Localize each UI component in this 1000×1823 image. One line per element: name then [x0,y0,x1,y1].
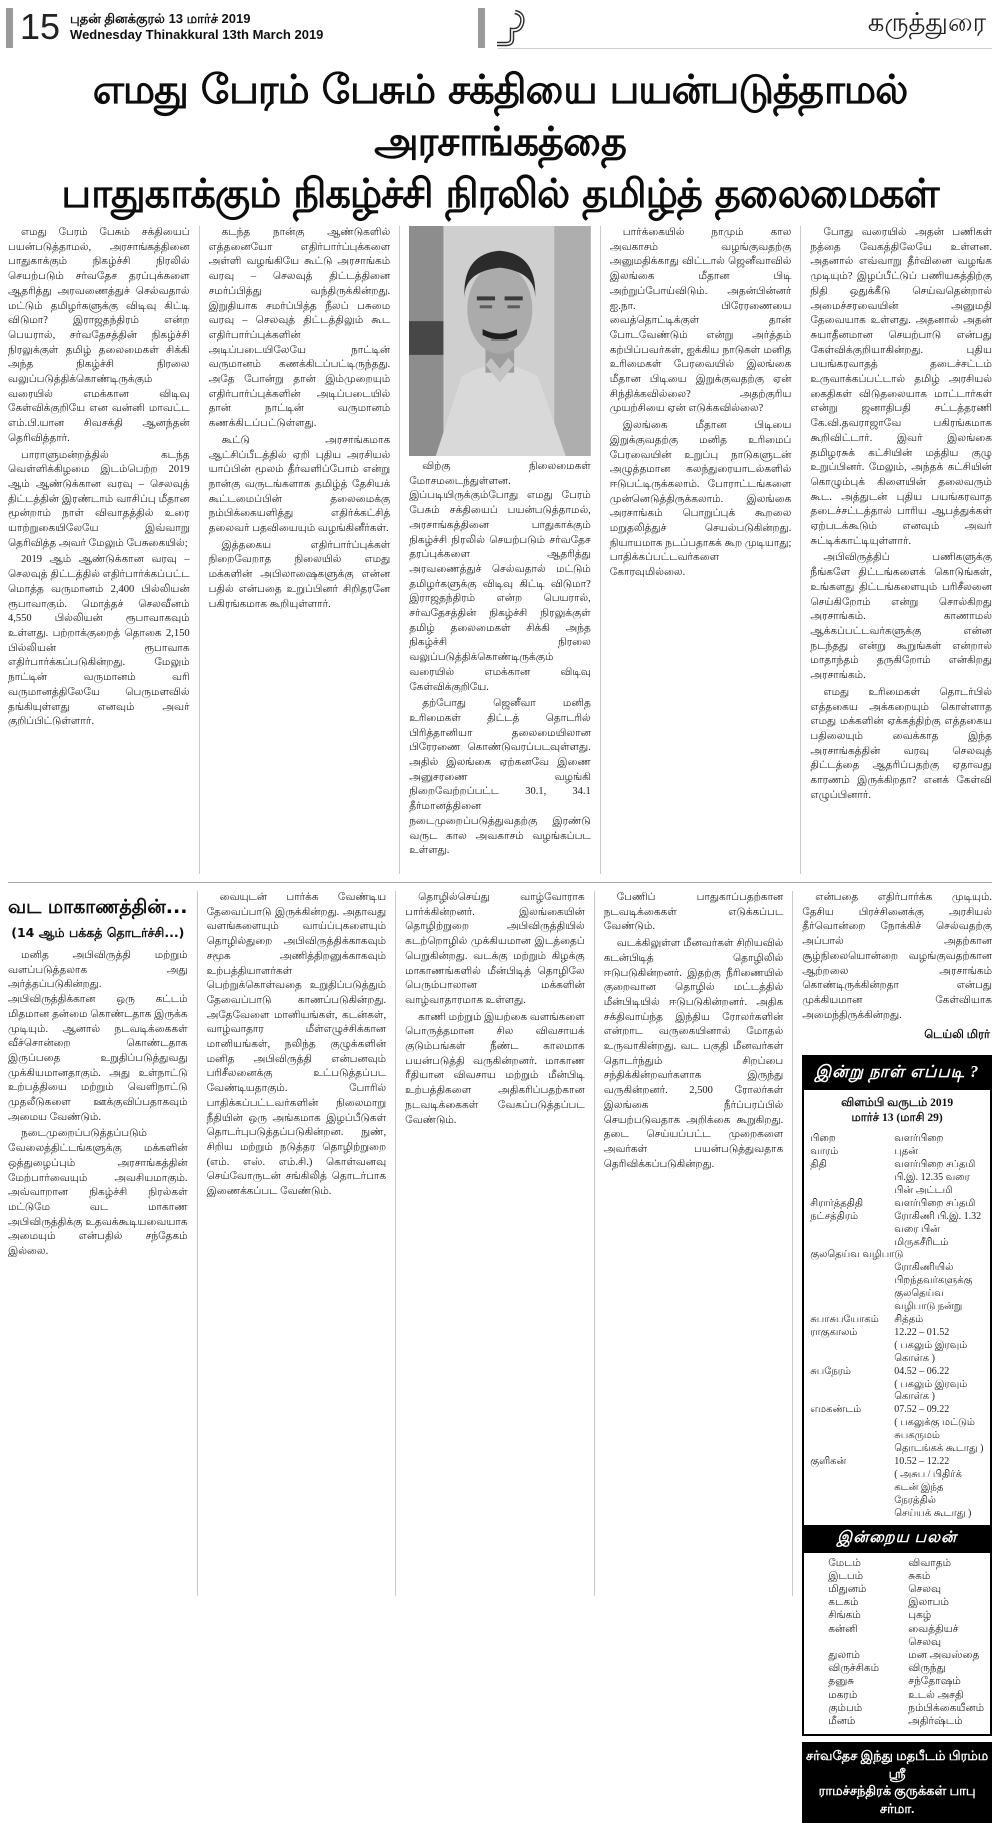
main-column-4 [600,226,801,874]
panchangam-label: ராகுகாலம் [810,1326,858,1338]
panchangam-label: திதி [810,1159,827,1171]
panchangam-value: செய்யக் கூடாது ) [894,1507,972,1519]
panchangam-label [810,1172,894,1185]
panchangam-row [810,1379,984,1405]
panchangam-row [810,1133,984,1146]
panchangam-value: 04.52 – 06.22 [894,1365,950,1377]
palan-rows [804,1553,990,1735]
body-paragraph: பாராளுமன்றத்தில் கடந்த வெள்ளிக்கிழமை இடம்பெற்ற 2019 ஆம் ஆண்டுக்கான வரவு – செலவுத் திட்டத்தின் இரண்டாம் வாசிப்பு மீதான மூன்றாம் நாள் விவாதத்தில் உரை யாற்றுகையிலேயே இவ்வாறு தெரிவித்த அவர் மேலும் பேசுகையில்; [8,449,190,549]
continuation-column-1 [8,891,197,1596]
continuation-heading: வட மாகாணத்தின்... [8,896,188,918]
panchangam-value [907,1249,984,1262]
panchangam-label: வாரம் [810,1146,839,1158]
palan-row [828,1649,984,1662]
headline-line-1: எமது பேரம் பேசும் சக்தியை பயன்படுத்தாமல் அரசாங்கத்தை [92,67,908,165]
panchangam-label: பிறை [810,1133,836,1145]
panchangam-value: வரை பின் [894,1223,940,1235]
page-header [0,0,1000,54]
panchangam-row [810,1185,984,1198]
headline-line-2: பாதுகாக்கும் நிகழ்ச்சி நிரலில் தமிழ்த் தலைமைகள் [61,171,939,217]
panchangam-value: ( அசுப / பிதிர்க் [894,1468,962,1480]
footer-banner-line-2: ராமச்சந்திரக் குருக்கள் பாபு சர்மா. [818,1783,976,1816]
panchangam-value: சுபகருமம் தொடங்கக் கூடாது ) [894,1430,984,1455]
zodiac-sign: கும்பம் [828,1702,863,1714]
panchangam-value: 07.52 – 09.22 [894,1404,950,1416]
zodiac-sign: மகரம் [828,1689,858,1701]
panchangam-row [810,1288,984,1314]
thinakkural-logo-icon [492,8,528,51]
zodiac-result: அதிர்ஷ்டம் [908,1715,963,1727]
main-column-1 [8,226,199,874]
panchangam-title: இன்று நாள் எப்படி ? [804,1057,990,1090]
panchangam-value: 10.52 – 12.22 [894,1455,950,1467]
body-paragraph: போது வரையில் அதன் பணிகள் நத்தை வேகத்திலேயே உள்ளன. அதனால் எவ்வாறு தீர்வினை வழங்க முடியும்? இழப்பீட்டுப் பணியகத்திற்கு நிதி ஒதுக்கீடு செய்வதென்றால் அமைச்சரவையின் அனுமதி தேவையாக உள்ளது. அதனால் அதன் சுயாதீனமான செயற்பாடு என்பது கேள்விக்குறியாகின்றது. புதிய பயங்கரவாதத் தடைச்சட்டம் உருவாக்கப்பட்டால் தமிழ் அரசியல் கைதிகள் விடுதலையாக மாட்டார்கள் என்று ஜனாதிபதி சட்டத்தரணி கே.வி.தவராஜாவே பகிரங்கமாக கூறிவிட்டார். இவர் இலங்கை தமிழரசுக் கட்சியின் மத்திய குழு உறுப்பினர். மேலும், அந்தக் கட்சியின் கொழும்புக் கிளையின் தலைவரும் கூட. அத்துடன் புதிய பயங்கரவாத தடைச்சட்டத்தால் பாரிய ஆபத்துக்கள் ஏற்படக்கூடும் எனவும் அவர் சுட்டிக்காட்டியுள்ளார். [810,227,992,547]
panchangam-label: குலதெய்வ வழிபாடு [810,1249,904,1261]
body-paragraph: தொழில்செய்து வாழ்வோராக பார்க்கின்றனர். இலங்கையின் தொழிற்றுறை அபிவிருத்தியில் கடற்றொழில் முக்கியமான இடத்தைப் பெறுகின்றது. வடக்கு மற்றும் கிழக்கு மாகாணங்களில் மீன்பிடித் தொழிலே பெரும்பாலான மக்களின் வாழ்வாதாரமாக உள்ளது. [405,892,585,1006]
panchangam-value: பிறந்தவர்களுக்கு [894,1275,973,1287]
panchangam-value: ( பகலுக்கு மட்டும் [894,1417,975,1429]
zodiac-result: நம்பிக்கையீனம் [908,1702,985,1714]
body-paragraph: காணி மற்றும் இயற்கை வளங்களை பொருத்தமான சில விவசாயக் குடும்பங்கள் நீண்ட காலமாக பயன்படுத்தி வருகின்றனர். மாகாண ரீதியான விவசாய மற்றும் மீன்பிடி உற்பத்திகளை அதிகரிப்பதற்கான நடவடிக்கைகள் வேகப்படுத்தப்பட வேண்டும். [405,1011,585,1126]
panchangam-value: குலதெய்வ வழிபாடு நன்று [894,1288,963,1313]
footer-banner [802,1742,992,1823]
panchangam-label [810,1185,894,1198]
panchangam-value: வளர்பிறை சப்தமி [894,1159,976,1171]
masthead-logo [478,8,528,51]
panchangam-row [810,1159,984,1172]
section-divider [8,882,992,883]
continuation-article-body [0,891,1000,1816]
main-column-2 [199,226,400,874]
panchangam-row [810,1314,984,1327]
article-photo [409,226,591,456]
panchangam-row [810,1508,984,1521]
body-paragraph: கடந்த நான்கு ஆண்டுகளில் எத்தனையோ எதிர்பார்ப்புக்களை அள்ளி வழங்கியே கூட்டு அரசாங்கம் வரவு – செலவுத் திட்டத்தினை சமர்ப்பித்து வந்திருக்கின்றது. இறுதியாக சமர்ப்பித்த நீலப் பசுமை வரவு – செலவுத் திட்டத்திலும் கூட எதிர்பார்ப்புக்களின் அடிப்படையிலேயே நாட்டின் வருமானம் கணக்கிடப்பட்டிருந்தது. அதே போன்று தான் இம்முறையும் எதிர்பார்ப்புக்களின் அடிப்படையில் தான் நாட்டின் வருமானம் கணக்கிடப்பட்டுள்ளது. [208,227,391,430]
body-paragraph: வையுடன் பார்க்க வேண்டிய தேவைப்பாடு இருக்கின்றது. அதாவது வளங்களையும் வாய்ப்புகளையும் தொழில்துறை அபிவிருத்திக்காகவும் சமூக அணித்திறனுக்காகவும் உற்பத்தியாளர்கள் பெற்றுக்கொள்வதை உறுதிப்படுத்தும் தேவைப்பாடு காணப்படுகின்றது. அதேவேளை மானியங்கள், கடன்கள், வாழ்வாதார மீள்எழுச்சிக்கான மானியங்கள், நலிந்த குழுக்களின் மனித அபிவிருத்தி என்பனவும் பரிசீலனைக்கு உட்படுத்தப்பட வேண்டியதாகும். போரில் பாதிக்கப்பட்டவர்களின் நிலைமாறு நீதியின் ஒரு அங்கமாக இழப்பீடுகள் தொடர்புபடுத்தப்படுகின்றன. நுண், சிறிய மற்றும் நடுத்தர தொழிற்றுறை (எம். எஸ். எம்.சி.) கொள்வனவு செய்வோருடன் சங்கிலித் தொடர்பாக இணைக்கப்பட வேண்டும். [206,892,387,1198]
zodiac-result: மன அவஸ்தை [908,1649,980,1661]
palan-row [828,1570,984,1583]
panchangam-label [810,1262,894,1275]
palan-banner: இன்றைய பலன் [804,1525,990,1553]
palan-row [828,1623,984,1649]
panchangam-label: சுபநேரம் [810,1365,851,1377]
body-paragraph: எமது பேரம் பேசும் சக்தியைப் பயன்படுத்தாமல், அரசாங்கத்தினை பாதுகாக்கும் நிகழ்ச்சி நிரலில் செயற்படும் சர்வதேச தரப்புக்களை ஆதரித்து அரவணைத்துச் செல்வதால் மட்டும் தமிழர்களுக்கு விடிவு கிட்டி விடுமா? இராஜதந்திரம் என்ற பெயரால், சர்வதேசத்தின் நிகழ்ச்சி நிரலுக்குள் தமிழ் தலைமைகள் சிக்கி அந்த நிகழ்ச்சி நிரலை வலுப்படுத்திக்கொண்டிருக்கும் வரையில் எமக்கான விடிவு கேள்விக்குறியே என வன்னி மாவட்ட எம்.பி.யான சிவசக்தி ஆனந்தன் தெரிவித்தார். [8,227,190,444]
panchangam-value: புதன் [894,1146,918,1158]
body-paragraph: பேணிப் பாதுகாப்பதற்கான நடவடிக்கைகள் எடுக்கப்பட வேண்டும். [603,892,784,933]
main-article-body [0,226,1000,874]
main-column-5 [800,226,992,874]
panchangam-label: சுபாசுபயோகம் [810,1314,879,1326]
panchangam-label [810,1237,894,1250]
main-column-3 [399,226,600,874]
panchangam-value: பின் அட்டமி [894,1184,953,1196]
panchangam-row [810,1198,984,1211]
panchangam-row [810,1366,984,1379]
panchangam-label [810,1417,894,1430]
palan-row [828,1583,984,1596]
body-paragraph: வடக்கிலுள்ள மீனவர்கள் சிறியவில் கடன்பிடித் தொழிலில் ஈடுபடுகின்றனர். இதற்கு நீரிணையில் குறைவான தொழில் மட்டத்தில் மீன்பிடியில் ஈடுபடுகின்றனர். அதிக சக்திவாய்ந்த இந்திய ரோலர்களின் என்றாட வருகையினால் மோதல் உருவாகின்றது. வட பகுதி மீனவர்கள் தொடர்ந்தும் சிறப்பை சந்திக்கின்றவர்களாக இருந்து வருகின்றனர். 2,500 ரோலர்கள் இலங்கை நீர்ப்பரப்பில் செயற்படுவதாக அறிக்கை கூறுகிறது. தடை செய்யப்பட்ட முறைகளை அவர்கள் பயன்படுத்துவதாக தெரிவிக்கப்படுகின்றது. [603,938,784,1170]
zodiac-result: சுகம் [908,1570,931,1582]
zodiac-result: விருந்து [908,1663,946,1675]
zodiac-result: சந்தோஷம் [908,1676,961,1688]
panchangam-row [810,1340,984,1366]
edition-date-tamil: புதன் தினக்குரல் 13 மார்ச் 2019 [70,11,251,26]
zodiac-sign: மேடம் [828,1557,861,1569]
body-paragraph: மனித அபிவிருத்தி மற்றும் வளப்படுத்தலாக அது அர்த்தப்படுகின்றது. அபிவிருத்திக்கான ஒரு கட்டம் மிதமான தன்மை கொண்டதாக இருக்க முடியும். ஆனால் நடவடிக்கைகள் வீச்சொன்றை கொண்டதாக இருப்பதை உறுதிப்படுத்துவது முக்கியமானதாகும். அது உள்நாட்டு உற்பத்தியை மற்றும் வெளிநாட்டு முதலீடுகளை ஊக்குவிப்பதாகவும் அமைய வேண்டும். [8,950,188,1123]
palan-row [828,1596,984,1609]
zodiac-sign: கன்னி [828,1623,858,1635]
body-paragraph: விற்கு நிலைமைகள் மோசமடைந்துள்ளன. இப்படியிருக்கும்போது எமது பேரம் பேசும் சக்தியைப் பயன்படுத்தாமல், அரசாங்கத்தினை பாதுகாக்கும் நிகழ்ச்சி நிரலில் செயற்படும் சர்வதேச தரப்புக்களை ஆதரித்து அரவணைத்துச் செல்வதால் மட்டும் தமிழர்களுக்கு விடிவு கிட்டி விடுமா? இராஜதந்திரம் என்ற பெயரால், சர்வதேசத்தின் நிகழ்ச்சி நிரலுக்குள் தமிழ் தலைமைகள் சிக்கி அந்த நிகழ்ச்சி நிரலை வலுப்படுத்திக்கொண்டிருக்கும் வரையில் எமக்கான விடிவு கேள்விக்குறியே. [409,461,591,693]
palan-row [828,1702,984,1715]
panchangam-row [810,1456,984,1469]
continuation-column-3 [395,891,594,1596]
panchangam-row [810,1224,984,1237]
panchangam-label [810,1508,894,1521]
body-paragraph: எமது உரிமைகள் தொடர்பில் எத்தகைய அக்கறையும் கொள்ளாத எமது மக்களின் ஏக்கத்திற்கு எத்தகைய பதிலையும் வைக்காத இந்த அரசாங்கத்தின் வரவு செலவுத் திட்டத்தை ஆதரிப்பதற்கு ஏதாவது காரணம் இருக்கிறதா? எனக் கேள்வி எழுப்பினார். [810,686,992,801]
panchangam-label [810,1430,894,1456]
palan-row [828,1557,984,1570]
header-rule [498,48,992,49]
panchangam-label [810,1224,894,1237]
footer-banner-line-1: சர்வதேச இந்து மதபீடம் பிரம்ம ஸ்ரீ [806,1748,989,1781]
panchangam-row [810,1482,984,1508]
panchangam-year: விளம்பி வருடம் 2019 [841,1097,954,1110]
panchangam-label [810,1288,894,1314]
zodiac-sign: மீனம் [828,1715,856,1727]
body-paragraph: 2019 ஆம் ஆண்டுக்கான வரவு – செலவுத் திட்டத்தில் எதிர்பார்க்கப்பட்ட மொத்த வருமானம் 2,400 பில்லியன் ரூபாவாகும். மொத்தச் செலவீனம் 4,550 பில்லியன் ரூபாவாகவும் உள்ளது. பற்றாக்குறைத் தொகை 2,150 பில்லியன் ரூபாவாக எதிர்பார்க்கப்படுகின்றது. மேலும் நாட்டின் வருமானம் வரி வருமானத்திலேயே பெருமளவில் தங்கியுள்ளது எனவும் அவர் குறிப்பிட்டுள்ளார். [8,554,190,728]
panchangam-row [810,1237,984,1250]
panchangam-subtitles [804,1090,990,1131]
zodiac-result: உடல் அசதி [908,1689,964,1701]
panchangam-value: ( பகலும் இரவும் கொள்க ) [894,1339,968,1364]
body-paragraph: கூட்டு அரசாங்கமாக ஆட்சிப்பீடத்தில் ஏறி புதிய அரசியல் யாப்பின் மூலம் தீர்வளிப்போம் என்று நான்கு வருடங்களாக தமிழ்த் தேசியக் கூட்டமைப்பின் தலைமைக்கு நம்பிக்கையளித்து எதிர்க்கட்சித் தலைவர் பதவியையும் வழங்கினீர்கள். [208,434,391,535]
panchangam-value: வளர்பிறை [894,1133,944,1145]
main-headline [0,54,1000,226]
header-accent-bar [6,8,13,48]
logo-accent-bar [478,8,485,48]
panchangam-row [810,1275,984,1288]
panchangam-box [802,1055,992,1736]
panchangam-row [810,1404,984,1417]
panchangam-row [810,1146,984,1159]
panchangam-row [810,1469,984,1482]
panchangam-row [810,1430,984,1456]
panchangam-date: மார்ச் 13 (மாசி 29) [851,1112,943,1125]
zodiac-sign: விருச்சிகம் [828,1663,880,1675]
panchangam-label: நட்சத்திரம் [810,1210,859,1222]
zodiac-sign: தனுசு [828,1676,855,1688]
page-number: 15 [20,6,61,47]
palan-row [828,1675,984,1688]
panchangam-rows [804,1131,990,1524]
body-paragraph: என்பதை எதிர்பார்க்க முடியும். தேசிய பிரச்சினைக்கு அரசியல் தீர்வொன்றை நோக்கிச் செல்வதற்கு அப்பால் அதற்கான சூழ்நிலையொன்றை வழங்குவதற்கான ஆற்றலை அரசாங்கம் கொண்டிருக்கின்றதா என்பது முக்கியமான கேள்வியாக அமைந்திருக்கின்றது. [802,892,993,1021]
panchangam-value: பி.இ. 12.35 வரை [894,1172,970,1184]
byline: டெய்லி மிரர் [924,1029,991,1042]
zodiac-sign: இடபம் [828,1570,864,1582]
panchangam-value: ரோகிணி பி.இ. 1.32 [894,1210,982,1222]
continuation-column-4 [594,891,793,1596]
continuation-column-2 [197,891,396,1596]
panchangam-value: வளர்பிறை சப்தமி [894,1197,976,1209]
palan-row [828,1715,984,1728]
zodiac-sign: கடகம் [828,1597,859,1609]
zodiac-result: புகழ் [908,1610,932,1622]
zodiac-result: வைத்தியச் செலவு [908,1623,959,1648]
zodiac-sign: துலாம் [828,1649,861,1661]
continuation-column-5 [792,891,993,1816]
body-paragraph: பார்க்கையில் நாமும் கால அவகாசம் வழங்குவதற்கு அனுமதிக்காது விட்டால் ஜெனீவாவில் இலங்கை மீதான பிடி அற்றுப்போய்விடும். அதன்பின்னர் ஐ.நா. பிரேரணையை வைத்தொட்டிக்குள் தான் போடவேண்டும் என்று அர்த்தம் கற்பிப்பவர்கள், ஐக்கிய நாடுகள் மனித உரிமைகள் பேரவையில் இலங்கை மீதான பிடியை இறுக்குவதற்கு ஏன் சிந்திக்கவில்லை? அதற்குரிய முயற்சியை ஏன் எடுக்கவில்லை? [609,227,792,415]
palan-row [828,1689,984,1702]
panchangam-label [810,1275,894,1288]
panchangam-row [810,1172,984,1185]
body-paragraph: இலங்கை மீதான பிடியை இறுக்குவதற்கு மனித உரிமைப் பேரவையின் உறுப்பு நாடுகளுடன் அழுத்தமான கலந்துரையாடல்களில் ஈடுபட்டிருக்கலாம். போராட்டங்களை முன்னெடுத்திருக்கலாம். இலங்கை அரசாங்கம் பொறுப்புக் கூறலை மறுதலித்துச் செயல்படுகின்றது. நியாயமாக நடப்பதாகக் கூற முடியாது; பாதிக்கப்பட்டவர்களை கோரவுமில்லை. [609,420,792,579]
panchangam-label [810,1482,894,1508]
panchangam-row [810,1262,984,1275]
zodiac-result: செலவு [908,1583,942,1595]
palan-row [828,1662,984,1675]
edition-date-english: Wednesday Thinakkural 13th March 2019 [70,27,324,42]
panchangam-row [810,1211,984,1224]
zodiac-result: இலாபம் [908,1597,949,1609]
zodiac-sign: சிங்கம் [828,1610,861,1622]
palan-row [828,1609,984,1622]
edition-date [70,8,323,43]
panchangam-value: கடன் இந்த நேரத்தில் [894,1481,944,1506]
continuation-subheading: (14 ஆம் பக்கத் தொடர்ச்சி...) [11,925,185,940]
panchangam-label: சிரார்த்ததிதி [810,1197,864,1209]
body-paragraph: அபிவிருத்திப் பணிகளுக்கு நீங்களே திட்டங்களைக் கொடுங்கள், உங்களது திட்டங்களையும் பரிசீலனை செய்கிறோம் என்று சொல்கிறது அரசாங்கம். காணாமல் ஆக்கப்பட்டவர்களுக்கு என்ன நடந்தது என்று கூறுங்கள் என்றால் மாதாந்தம் தருகிறோம் என்கிறது அரசாங்கம். [810,552,992,682]
zodiac-sign: மிதுனம் [828,1583,867,1595]
zodiac-result: விவாதம் [908,1557,952,1569]
panchangam-value: ( பகலும் இரவும் கொள்க ) [894,1378,968,1403]
panchangam-label: குளிகன் [810,1455,847,1467]
panchangam-value: மிருகசீரிடம் [894,1236,949,1248]
panchangam-value: ரோகிணியில் [894,1262,954,1274]
section-label: கருத்துரை [867,8,986,37]
panchangam-value: 12.22 – 01.52 [894,1326,950,1338]
panchangam-label [810,1340,894,1366]
body-paragraph: இத்தகைய எதிர்பார்ப்புக்கள் நிறைவேறாத நிலையில் எமது மக்களின் அபிலாஷைகளுக்கு என்ன பதில் என்பதை உறுப்பினர் சிறிதரனே பகிரங்கமாக கூறியுள்ளார். [208,539,391,610]
panchangam-row [810,1327,984,1340]
panchangam-value: சித்தம் [894,1314,924,1326]
panchangam-label [810,1469,894,1482]
body-paragraph: தற்போது ஜெனீவா மனித உரிமைகள் திட்டத் தொடரில் பிரித்தானியா தலைமையிலான பிரேரணை கொண்டுவரப்படவுள்ளது. அதில் இலங்கை ஏற்கனவே இணை அனுசரணை வழங்கி நிறைவேற்றப்பட்ட 30.1, 34.1 தீர்மானத்தினை நடைமுறைப்படுத்துவதற்கு இரண்டு வருட கால அவகாசம் வழங்கப்பட உள்ளது. [409,698,591,857]
body-paragraph: நடைமுறைப்படுத்தப்படும் வேலைத்திட்டங்களுக்கு மக்களின் ஒத்துழைப்பும் அரசாங்கத்தின் மேற்பார்வையும் அவசியமாகும். அவ்வாறான நிகழ்ச்சி நிரல்கள் மட்டுமே வட மாகாண அபிவிருத்திக்கு உதவக்கூடியவையாக அமையும் என்பதில் சந்தேகம் இல்லை. [8,1128,188,1258]
panchangam-row [810,1249,984,1262]
panchangam-row [810,1417,984,1430]
panchangam-label: எமகண்டம் [810,1404,862,1416]
panchangam-label [810,1379,894,1405]
